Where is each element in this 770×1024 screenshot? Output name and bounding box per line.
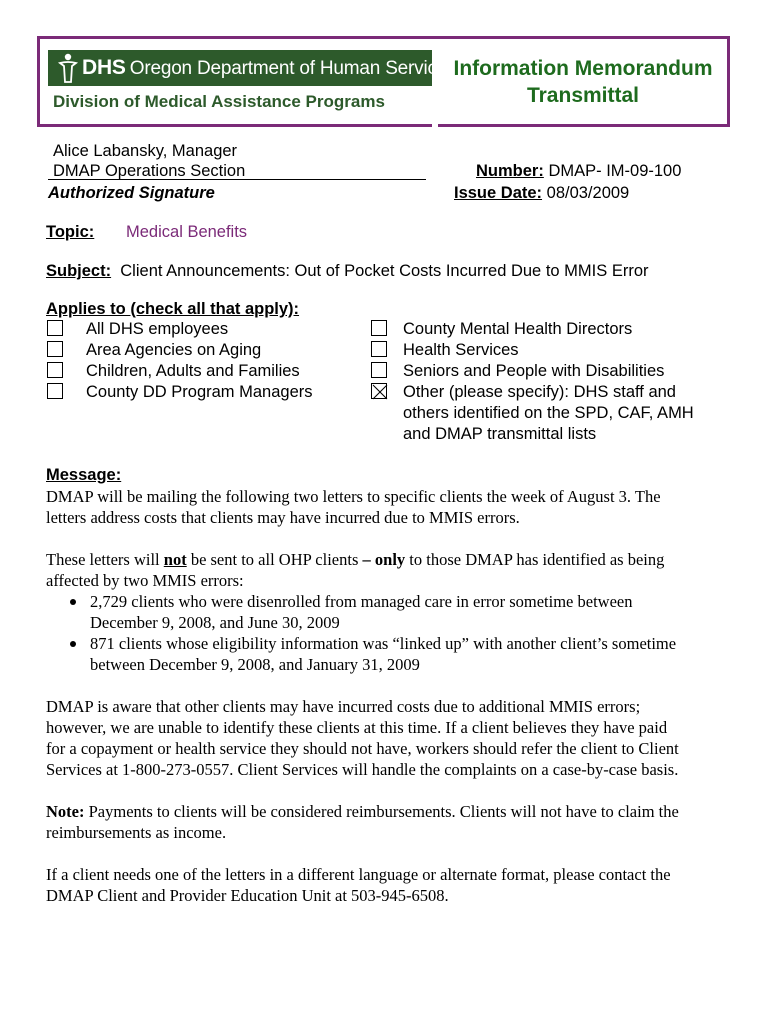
- authorized-signature-label: Authorized Signature: [48, 184, 215, 202]
- division-name: Division of Medical Assistance Programs: [53, 92, 385, 111]
- applies-left-label: All DHS employees: [86, 320, 229, 338]
- memo-title: [440, 55, 726, 109]
- checked-x-icon: [372, 384, 388, 400]
- message-text: DMAP Client and Provider Education Unit at 503-945-6508.: [46, 886, 449, 905]
- memo-number: Number: DMAP- IM-09-100: [476, 162, 682, 180]
- message-text: for a copayment or health service they should not have, workers should refer the client to Client: [46, 739, 679, 758]
- applies-left-label: County DD Program Managers: [86, 383, 313, 401]
- message-text: affected by two MMIS errors:: [46, 571, 244, 590]
- applies-left-label: Children, Adults and Families: [86, 362, 300, 380]
- topic-value: Medical Benefits: [126, 223, 248, 241]
- memo-title-line1: Information Memorandum: [453, 57, 713, 80]
- message-text: These letters will not be sent to all OHP clients – only to those DMAP has identified as being: [46, 550, 665, 569]
- applies-right-label: Health Services: [403, 341, 519, 359]
- message-text: DMAP will be mailing the following two letters to specific clients the week of August 3. The: [46, 487, 661, 506]
- bullet-text: December 9, 2008, and June 30, 2009: [90, 613, 340, 632]
- applies-right-label: County Mental Health Directors: [403, 320, 633, 338]
- frame-divider: [432, 122, 438, 130]
- note-text: reimbursements as income.: [46, 823, 227, 842]
- applies-left-label: Area Agencies on Aging: [86, 341, 262, 359]
- message-text: Services at 1-800-273-0557. Client Services will handle the complaints on a case-by-case basis.: [46, 760, 679, 779]
- dhs-logo-text: DHS Oregon Department of Human Services: [82, 56, 457, 79]
- checkbox-other[interactable]: [371, 383, 387, 399]
- signature-line: [48, 179, 426, 180]
- checkbox-county-dd[interactable]: [47, 383, 63, 399]
- bullet-text: between December 9, 2008, and January 31, 2009: [90, 655, 420, 674]
- message-text: however, we are unable to identify these clients at this time. If a client believes they have paid: [46, 718, 668, 737]
- memo-title-line2: Transmittal: [526, 84, 640, 107]
- bullet-dot: [70, 641, 76, 647]
- issue-date: Issue Date: 08/03/2009: [454, 184, 630, 202]
- bullet-dot: [70, 599, 76, 605]
- applies-other-continued: and DMAP transmittal lists: [403, 425, 597, 443]
- bullet-text: 871 clients whose eligibility information was “linked up” with another client’s sometime: [90, 634, 677, 653]
- checkbox-county-mental-health[interactable]: [371, 320, 387, 336]
- applies-right-label: Other (please specify): DHS staff and: [403, 383, 676, 401]
- note-text: Note: Payments to clients will be considered reimbursements. Clients will not have to claim the: [46, 802, 679, 821]
- checkbox-seniors-disabilities[interactable]: [371, 362, 387, 378]
- checkbox-all-dhs[interactable]: [47, 320, 63, 336]
- applies-other-continued: others identified on the SPD, CAF, AMH: [403, 404, 694, 422]
- signer-name: Alice Labansky, Manager: [53, 142, 238, 160]
- bullet-text: 2,729 clients who were disenrolled from managed care in error sometime between: [90, 592, 633, 611]
- applies-right-label: Seniors and People with Disabilities: [403, 362, 665, 380]
- dhs-figure-icon: [56, 52, 80, 84]
- applies-heading: Applies to (check all that apply):: [46, 300, 300, 318]
- message-text: letters address costs that clients may have incurred due to MMIS errors.: [46, 508, 520, 527]
- message-text: DMAP is aware that other clients may have incurred costs due to additional MMIS errors;: [46, 697, 641, 716]
- checkbox-area-agencies[interactable]: [47, 341, 63, 357]
- subject-line: Subject: Client Announcements: Out of Pocket Costs Incurred Due to MMIS Error: [46, 262, 649, 280]
- checkbox-children-adults[interactable]: [47, 362, 63, 378]
- signer-section: DMAP Operations Section: [53, 162, 246, 180]
- topic-label: Topic:: [46, 223, 95, 241]
- checkbox-health-services[interactable]: [371, 341, 387, 357]
- message-text: If a client needs one of the letters in a different language or alternate format, please contact the: [46, 865, 671, 884]
- message-heading: Message:: [46, 466, 122, 484]
